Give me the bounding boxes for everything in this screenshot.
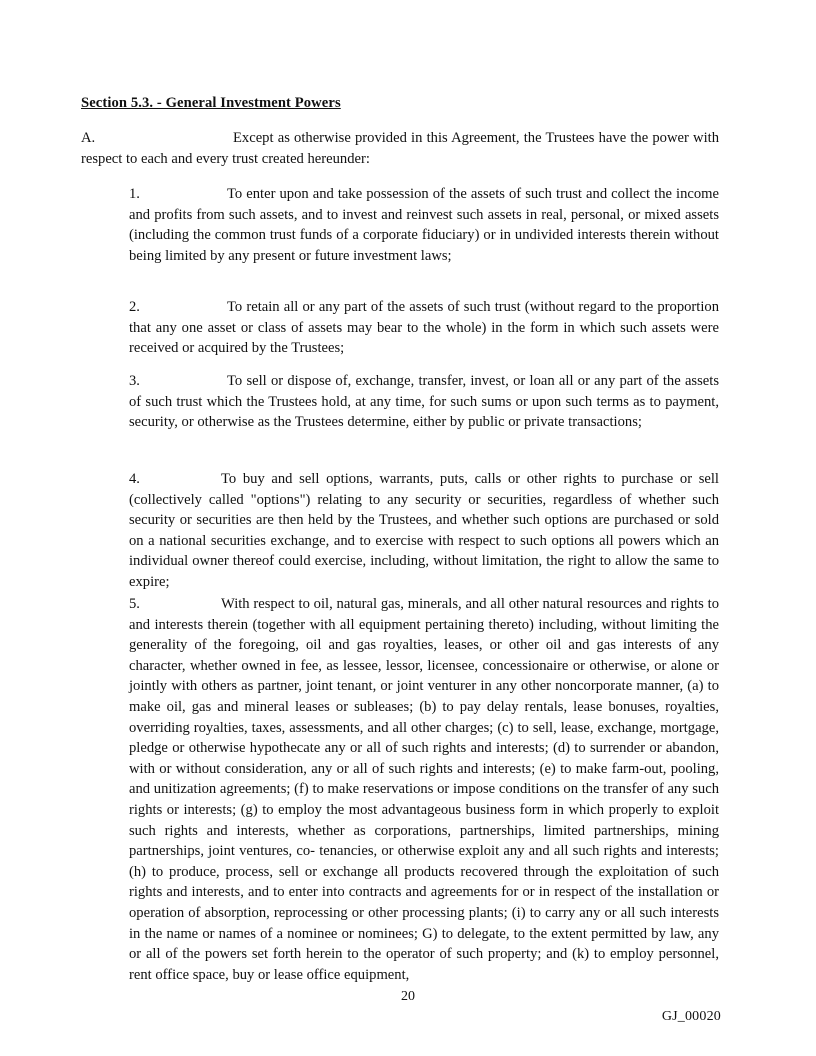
list-item-number: 4. <box>129 471 140 487</box>
list-item-number: 2. <box>129 299 140 315</box>
list-item-text: To sell or dispose of, exchange, transfer, invest, or loan all or any part of the assets of such trust which the Trustees hold, at any time, for such sums or upon such terms as to payment, security, or otherwise as the Trustees determine, either by public or private transactions; <box>129 373 719 431</box>
list-item <box>129 371 719 433</box>
list-item-text: To enter upon and take possession of the assets of such trust and collect the income and profits from such assets, and to invest and reinvest such assets in real, personal, or mixed assets (including the common trust funds of a corporate fiduciary) or in undivided interests therein without being limited by any present or future investment laws; <box>129 186 719 264</box>
list-item-number: 5. <box>129 596 140 612</box>
list-item <box>129 297 719 359</box>
list-item <box>129 594 719 985</box>
page-number: 20 <box>401 989 415 1004</box>
paragraph-a-label: A. <box>81 130 96 146</box>
bates-number: GJ_00020 <box>661 1009 721 1024</box>
list-item <box>129 469 719 593</box>
section-heading: Section 5.3. - General Investment Powers <box>81 95 341 111</box>
list-item-text: With respect to oil, natural gas, minerals, and all other natural resources and rights to and interests therein (together with all equipment pertaining thereto) including, without limiting the generality of the foregoing, oil and gas royalties, leases, or other oil and gas interests of any character, whether owned in fee, as lessee, lessor, licensee, concessionaire or otherwise, or alone or jointly with others as partner, joint tenant, or joint venturer in any other noncorporate manner, (a) to make oil, gas and mineral leases or subleases; (b) to pay delay rentals, lease bonuses, royalties, overriding royalties, taxes, assessments, and all other charges; (c) to sell, lease, exchange, mortgage, pledge or otherwise hypothecate any or all of such rights and interests; (d) to surrender or abandon, with or without consideration, any or all of such rights and interests; (e) to make farm-out, pooling, and unitization agreements; (f) to make reservations or impose conditions on the transfer of any such rights or interests; (g) to employ the most advantageous business form in which properly to exploit such rights and interests, whether as corporations, partnerships, limited partnerships, mining partnerships, joint ventures, co- tenancies, or otherwise exploit any and all such rights and interests; (h) to produce, process, sell or exchange all products recovered through the exploitation of such rights and interests, and to enter into contracts and agreements for or in respect of the installation or operation of absorption, reprocessing or other processing plants; (i) to carry any or all such interests in the name or names of a nominee or nominees; G) to delegate, to the extent permitted by law, any or all of the powers set forth herein to the operator of such property; and (k) to employ personnel, rent office space, buy or lease office equipment, <box>129 596 719 983</box>
paragraph-a <box>81 128 719 169</box>
list-item-text: To retain all or any part of the assets of such trust (without regard to the proportion that any one asset or class of assets may bear to the whole) in the form in which such assets were received or acquired by the Trustees; <box>129 299 719 357</box>
paragraph-a-text: Except as otherwise provided in this Agreement, the Trustees have the power with respect to each and every trust created hereunder: <box>81 130 719 167</box>
list-item-number: 1. <box>129 186 140 202</box>
list-item-text: To buy and sell options, warrants, puts, calls or other rights to purchase or sell (collectively called "options") relating to any security or securities, regardless of whether such security or securities are then held by the Trustees, and whether such options are purchased or sold on a national securities exchange, and to exercise with respect to such options all powers which an individual owner thereof could exercise, including, without limitation, the right to allow the same to expire; <box>129 471 719 590</box>
list-item <box>129 184 719 266</box>
list-item-number: 3. <box>129 373 140 389</box>
